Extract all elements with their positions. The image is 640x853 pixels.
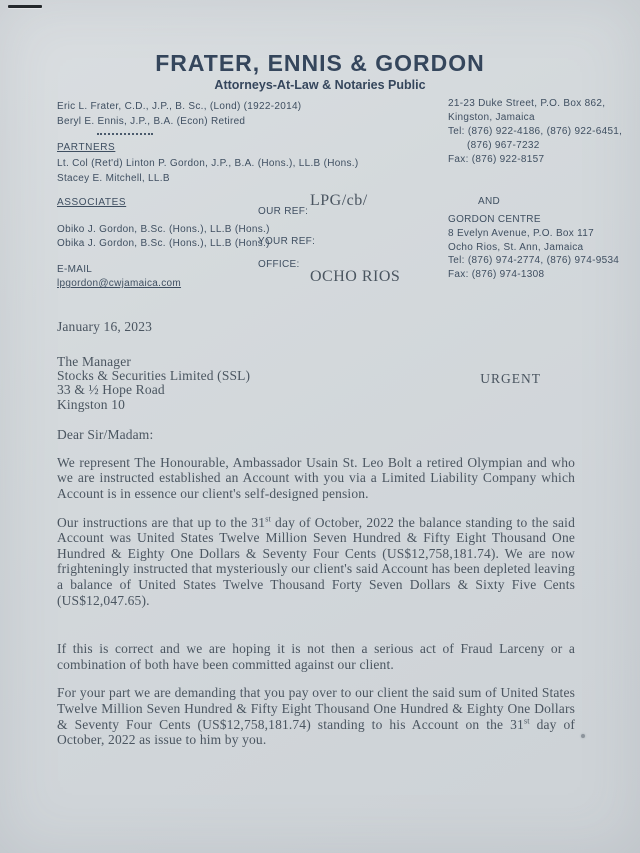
- kingston-office-block: [448, 97, 622, 167]
- office-label: OFFICE:: [258, 259, 300, 270]
- partners-heading: PARTNERS: [57, 142, 116, 153]
- gordon-tel: Tel: (876) 974-2774, (876) 974-9534: [448, 255, 620, 267]
- salutation: Dear Sir/Madam:: [57, 426, 154, 442]
- and-label: AND: [478, 196, 501, 207]
- principals-list: [57, 99, 358, 129]
- body-paragraph: Our instructions are that up to the 31st day of October, 2022 the balance standing to the said Account was United States Twelve Million Seven Hundred & Fifty Eight Thousand One Hundred & Eighty One Dollars & Seventy Four Cents (US$12,758,181.74). We are now frighteningly instructed that mysteriously our client's said Account has been depleted leaving a balance of United States Twelve Thousand Forty Seven Dollars & Sixty Five Cents (US$12,047.65).: [57, 514, 575, 608]
- firm-tagline: Attorneys-At-Law & Notaries Public: [214, 78, 426, 92]
- kingston-tel-line1: Tel: (876) 922-4186, (876) 922-6451,: [448, 126, 623, 137]
- office-value: OCHO RIOS: [310, 268, 401, 285]
- letter-body: [57, 319, 575, 748]
- recipient-line: Kingston 10: [57, 396, 126, 412]
- firm-name: FRATER, ENNIS & GORDON: [155, 50, 485, 76]
- associate-line: Obika J. Gordon, B.Sc. (Hons.), LL.B (Hons.): [57, 238, 270, 249]
- body-paragraph: For your part we are demanding that you pay over to our client the said sum of United States Twelve Million Seven Hundred & Fifty Eight Thousand One Hundred & Eighty One Dollars & Seventy Four Cents (US$12,758,181.74) standing to his Account on the 31st day of October, 2022 as issue to him by you.: [57, 685, 575, 748]
- associates-list: [57, 223, 270, 251]
- partner-line: Lt. Col (Ret'd) Linton P. Gordon, J.P., B.A. (Hons.), LL.B (Hons.): [57, 158, 359, 169]
- principals-partners-block: [57, 99, 358, 186]
- email-heading: E-MAIL: [57, 264, 93, 275]
- kingston-fax: Fax: (876) 922-8157: [448, 154, 545, 165]
- our-ref-label: OUR REF:: [258, 206, 309, 217]
- gordon-address-line1: 8 Evelyn Avenue, P.O. Box 117: [448, 227, 595, 239]
- kingston-address-line2: Kingston, Jamaica: [448, 112, 535, 123]
- email-address: lpgordon@cwjamaica.com: [57, 278, 182, 289]
- principal-line: Eric L. Frater, C.D., J.P., B. Sc., (Lond) (1922-2014): [57, 101, 302, 112]
- your-ref-label: YOUR REF:: [258, 236, 316, 247]
- associates-heading: ASSOCIATES: [57, 197, 127, 208]
- letter-date: January 16, 2023: [57, 319, 153, 334]
- associates-block: [57, 196, 270, 291]
- kingston-address-line1: 21-23 Duke Street, P.O. Box 862,: [448, 98, 606, 109]
- gordon-fax: Fax: (876) 974-1308: [448, 269, 545, 281]
- recipient-line: The Manager: [57, 354, 131, 369]
- gordon-centre-name: GORDON CENTRE: [448, 214, 541, 225]
- recipient-line: 33 & ½ Hope Road: [57, 382, 165, 398]
- body-paragraph: We represent The Honourable, Ambassador Usain St. Leo Bolt a retired Olympian and who we are instructed established an Account with you via a Limited Liability Company which Account is in essence our client's self-designed pension.: [57, 454, 575, 501]
- ocho-rios-office-block: [448, 213, 619, 282]
- partner-line: Stacey E. Mitchell, LL.B: [57, 173, 170, 184]
- dotted-separator: [97, 132, 153, 135]
- recipient-line: Stocks & Securities Limited (SSL): [57, 368, 251, 384]
- our-ref-value: LPG/cb/: [310, 192, 368, 209]
- body-paragraph: If this is correct and we are hoping it is not then a serious act of Fraud Larceny or a combination of both have been committed against our client.: [57, 641, 575, 672]
- kingston-tel-line2: (876) 967-7232: [467, 140, 540, 151]
- scan-artifact-speck: [581, 734, 585, 738]
- paragraphs-container: [57, 455, 575, 748]
- scan-artifact-line: [8, 5, 42, 8]
- gordon-address-line2: Ocho Rios, St. Ann, Jamaica: [448, 241, 584, 253]
- partners-list: [57, 156, 358, 186]
- associate-line: Obiko J. Gordon, B.Sc. (Hons.), LL.B (Hons.): [57, 224, 270, 235]
- urgent-label: URGENT: [480, 371, 541, 386]
- principal-line: Beryl E. Ennis, J.P., B.A. (Econ) Retired: [57, 116, 246, 127]
